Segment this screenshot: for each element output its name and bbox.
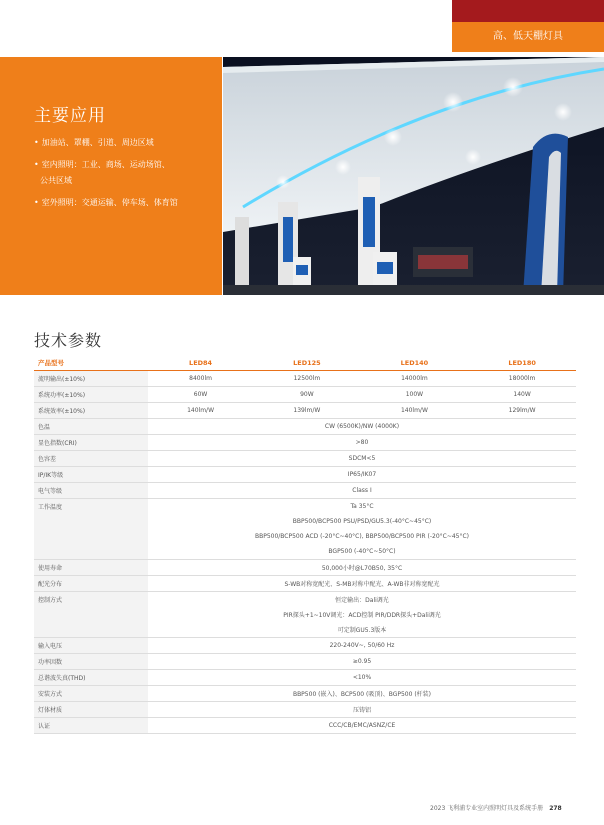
table-row: 显色指数(CRI) >80 — [34, 435, 576, 451]
table-row: 工作温度 Ta 35°C — [34, 499, 576, 515]
application-item: • 室外照明：交通运输、停车场、体育馆 — [34, 198, 178, 207]
table-row: BBP500/BCP500 ACD (-20°C~40°C), BBP500/BCP500 PIR (-20°C~45°C) — [34, 529, 576, 544]
gas-station-illustration — [223, 57, 604, 295]
table-row: IP/IK等级 IP65/IK07 — [34, 467, 576, 483]
page-footer: 2023 飞利浦专业室内照明灯具及系统手册 278 — [430, 805, 562, 812]
table-row: 配光分布 S-WB对称宽配光、S-MB对称中配光、A-WB非对称宽配光 — [34, 576, 576, 592]
table-row: 使用寿命 50,000小时@L70B50, 35°C — [34, 560, 576, 576]
table-row: 色温 CW (6500K)/NW (4000K) — [34, 419, 576, 435]
table-row: 输入电压 220-240V~, 50/60 Hz — [34, 638, 576, 654]
page-number: 278 — [549, 805, 562, 812]
applications-title: 主要应用 — [34, 106, 106, 126]
table-row: 电气等级 Class I — [34, 483, 576, 499]
table-row: 灯体材质 压铸铝 — [34, 702, 576, 718]
category-tab: 高、低天棚灯具 — [452, 22, 604, 52]
table-row: 可定制GU5.3版本 — [34, 622, 576, 638]
table-row: BBP500/BCP500 PSU/PSD/GU5.3(-40°C~45°C) — [34, 514, 576, 529]
header-color-bar — [452, 0, 604, 22]
table-row: PIR探头+1~10V调光：ACD控制 PIR/DDR探头+Dali调光 — [34, 607, 576, 622]
table-header-row: 产品型号 LED84 LED125 LED140 LED180 — [34, 355, 576, 371]
table-row: 色容差 SDCM<5 — [34, 451, 576, 467]
spec-table — [34, 355, 576, 734]
specs-title: 技术参数 — [34, 331, 103, 350]
table-row: 总谐波失真(THD) <10% — [34, 670, 576, 686]
gas-station-photo — [223, 57, 604, 295]
applications-panel — [0, 57, 222, 295]
applications-list — [34, 135, 178, 217]
application-item: • 室内照明：工业、商场、运动场馆、 公共区域 — [34, 160, 170, 185]
table-row: BGP500 (-40°C~50°C) — [34, 544, 576, 560]
table-row: 控制方式 恒定输出：Dali调光 — [34, 592, 576, 608]
table-row: 系统功率(±10%) 60W 90W 100W 140W — [34, 387, 576, 403]
table-row: 认证 CCC/CB/EMC/ASNZ/CE — [34, 718, 576, 734]
application-item: • 加油站、罩棚、引道、周边区域 — [34, 138, 154, 147]
table-row: 安装方式 BBP500 (嵌入)、BCP500 (吸顶)、BGP500 (杆装) — [34, 686, 576, 702]
table-row: 系统效率(±10%) 140lm/W 139lm/W 140lm/W 129lm/W — [34, 403, 576, 419]
table-row: 功率因数 ≥0.95 — [34, 654, 576, 670]
table-row: 流明输出(±10%) 8400lm 12500lm 14000lm 18000lm — [34, 371, 576, 387]
